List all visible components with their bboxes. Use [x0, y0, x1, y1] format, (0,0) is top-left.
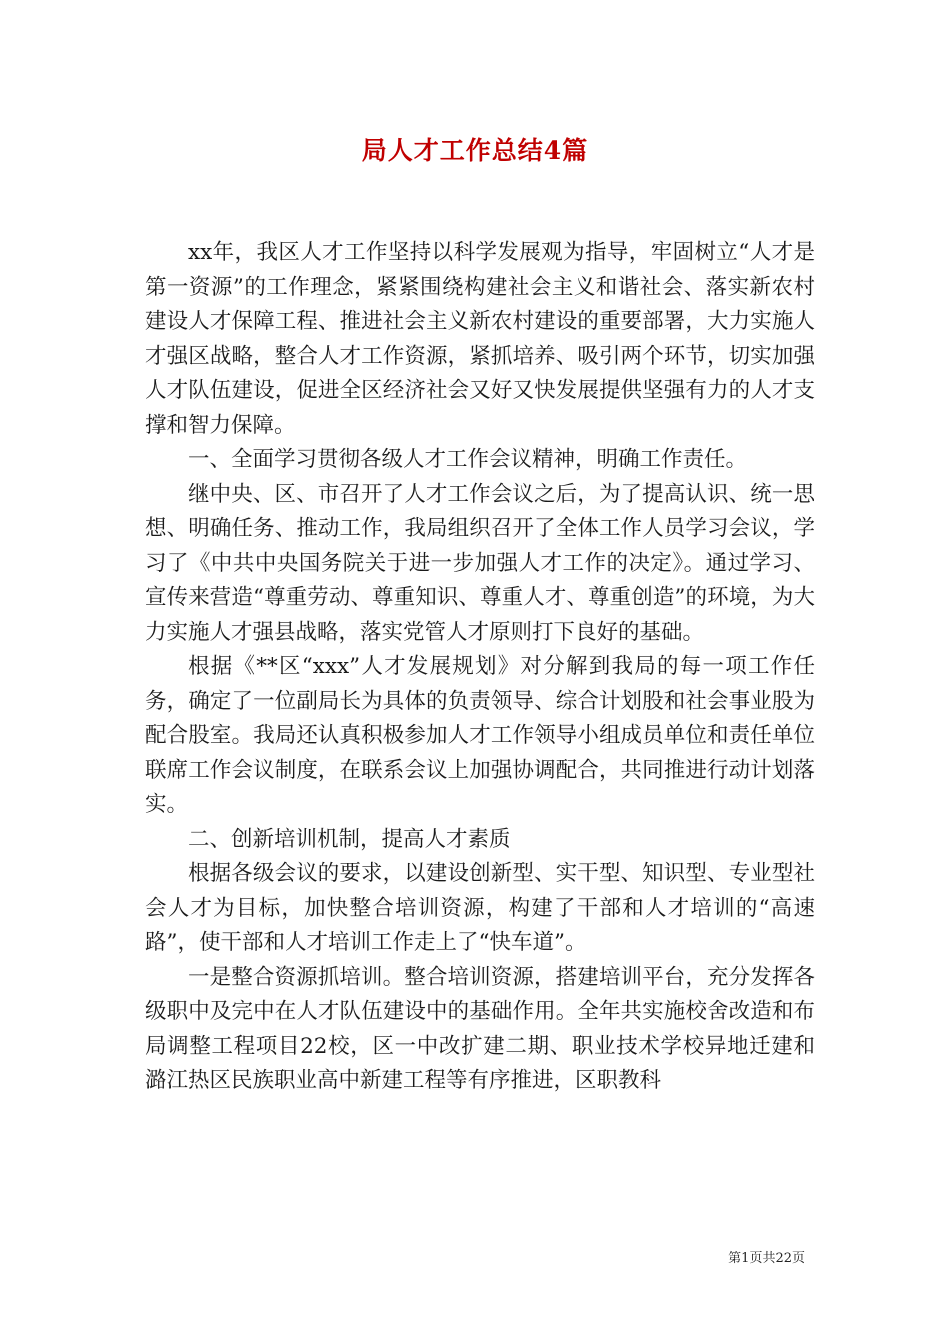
paragraph-training-goal: 根据各级会议的要求，以建设创新型、实干型、知识型、专业型社会人才为目标，加快整合培训资源，构建了干部和人才培训的“高速路”，使干部和人才培训工作走上了“快车道”。 — [145, 861, 815, 955]
paragraph-resource-integration: 一是整合资源抓培训。整合培训资源，搭建培训平台，充分发挥各级职中及完中在人才队伍建设中的基础作用。全年共实施校舍改造和布局调整工程项目22校，区一中改扩建二期、职业技术学校异地迁建和潞江热区民族职业高中新建工程等有序推进，区职教科 — [145, 964, 815, 1093]
document-body — [145, 236, 815, 1099]
heading-section-2: 二、创新培训机制，提高人才素质 — [188, 826, 511, 852]
paragraph-study-meeting: 继中央、区、市召开了人才工作会议之后，为了提高认识、统一思想、明确任务、推动工作，我局组织召开了全体工作人员学习会议，学习了《中共中央国务院关于进一步加强人才工作的决定》。通过学习、宣传来营造“尊重劳动、尊重知识、尊重人才、尊重创造”的环境，为大力实施人才强县战略，落实党管人才原则打下良好的基础。 — [145, 481, 815, 645]
heading-section-1: 一、全面学习贯彻各级人才工作会议精神，明确工作责任。 — [188, 447, 748, 472]
paragraph-task-assignment: 根据《**区“xxx”人才发展规划》对分解到我局的每一项工作任务，确定了一位副局长为具体的负责领导、综合计划股和社会事业股为配合股室。我局还认真积极参加人才工作领导小组成员单位和责任单位联席工作会议制度，在联系会议上加强协调配合，共同推进行动计划落实。 — [145, 654, 815, 817]
paragraph-intro: xx年，我区人才工作坚持以科学发展观为指导，牢固树立“人才是第一资源”的工作理念，紧紧围绕构建社会主义和谐社会、落实新农村建设人才保障工程、推进社会主义新农村建设的重要部署，大力实施人才强区战略，整合人才工作资源，紧抓培养、吸引两个环节，切实加强人才队伍建设，促进全区经济社会又好又快发展提供坚强有力的人才支撑和智力保障。 — [145, 240, 815, 438]
page-number-footer: 第1页共22页 — [728, 1251, 805, 1266]
document-title: 局人才工作总结4篇 — [361, 136, 589, 165]
